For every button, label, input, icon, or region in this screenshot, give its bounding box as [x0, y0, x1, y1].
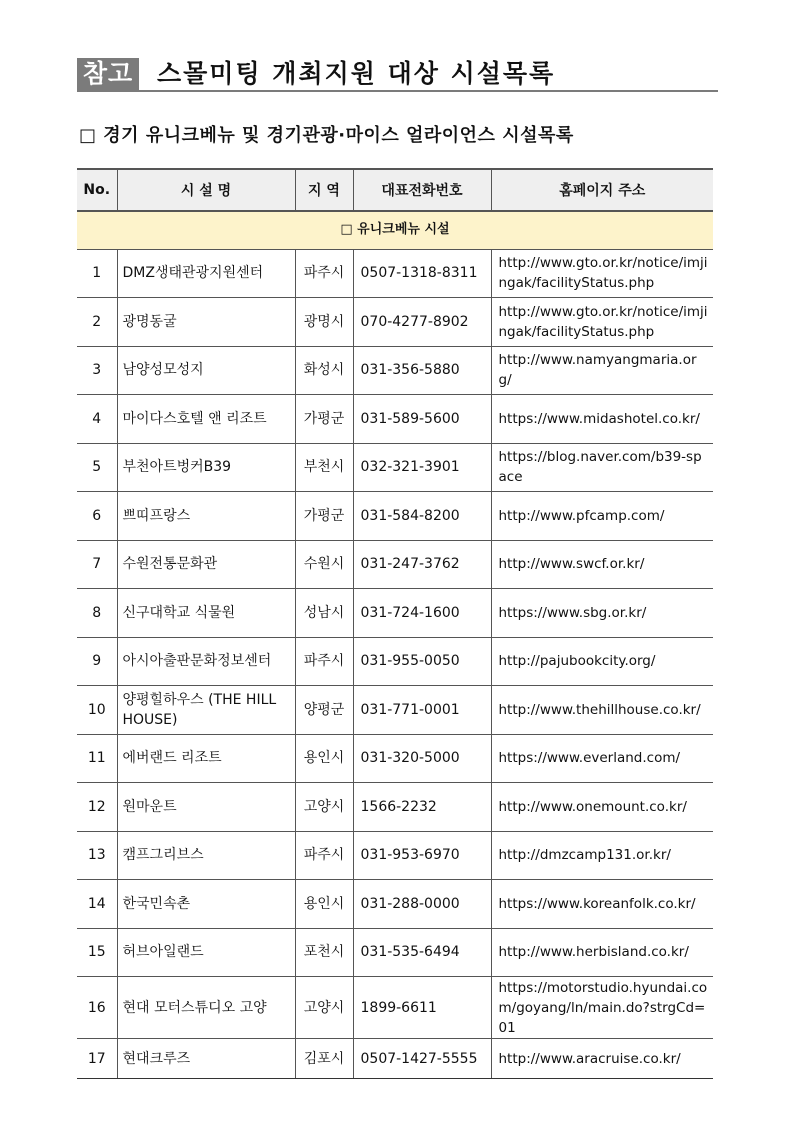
region-cell: 화성시: [295, 346, 353, 395]
facility-name: 광명동굴: [117, 298, 295, 347]
facility-name: 원마운트: [117, 783, 295, 832]
row-number: 16: [77, 977, 117, 1039]
header-no: No.: [77, 169, 117, 211]
facility-name: 허브아일랜드: [117, 928, 295, 977]
facility-table: [77, 168, 713, 1079]
region-cell: 포천시: [295, 928, 353, 977]
facility-name: DMZ생태관광지원센터: [117, 249, 295, 298]
homepage-url[interactable]: https://www.midashotel.co.kr/: [491, 395, 713, 444]
region-cell: 파주시: [295, 831, 353, 880]
phone-number: 1566-2232: [353, 783, 491, 832]
region-cell: 광명시: [295, 298, 353, 347]
facility-name: 양평힐하우스 (THE HILL HOUSE): [117, 686, 295, 735]
facility-name: 에버랜드 리조트: [117, 734, 295, 783]
phone-number: 1899-6611: [353, 977, 491, 1039]
homepage-url[interactable]: http://dmzcamp131.or.kr/: [491, 831, 713, 880]
row-number: 4: [77, 395, 117, 444]
table-row: [77, 540, 713, 589]
facility-name: 한국민속촌: [117, 880, 295, 929]
phone-number: 031-589-5600: [353, 395, 491, 444]
phone-number: 031-724-1600: [353, 589, 491, 638]
region-cell: 양평군: [295, 686, 353, 735]
region-cell: 가평군: [295, 395, 353, 444]
header-region: 지 역: [295, 169, 353, 211]
row-number: 7: [77, 540, 117, 589]
facility-name: 현대크루즈: [117, 1039, 295, 1079]
region-cell: 가평군: [295, 492, 353, 541]
table-header-row: [77, 169, 713, 211]
phone-number: 031-288-0000: [353, 880, 491, 929]
table-row: [77, 346, 713, 395]
facility-name: 아시아출판문화정보센터: [117, 637, 295, 686]
facility-name: 캠프그리브스: [117, 831, 295, 880]
homepage-url[interactable]: https://blog.naver.com/b39-space: [491, 443, 713, 492]
facility-name: 신구대학교 식물원: [117, 589, 295, 638]
table-row: [77, 831, 713, 880]
homepage-url[interactable]: https://motorstudio.hyundai.com/goyang/ln/main.do?strgCd=01: [491, 977, 713, 1039]
region-cell: 고양시: [295, 977, 353, 1039]
homepage-url[interactable]: http://www.herbisland.co.kr/: [491, 928, 713, 977]
homepage-url[interactable]: http://www.onemount.co.kr/: [491, 783, 713, 832]
row-number: 2: [77, 298, 117, 347]
homepage-url[interactable]: http://www.gto.or.kr/notice/imjingak/facilityStatus.php: [491, 249, 713, 298]
homepage-url[interactable]: https://www.everland.com/: [491, 734, 713, 783]
phone-number: 032-321-3901: [353, 443, 491, 492]
region-cell: 용인시: [295, 880, 353, 929]
region-cell: 성남시: [295, 589, 353, 638]
homepage-url[interactable]: http://www.aracruise.co.kr/: [491, 1039, 713, 1079]
homepage-url[interactable]: http://pajubookcity.org/: [491, 637, 713, 686]
row-number: 5: [77, 443, 117, 492]
section-heading: □ 경기 유니크베뉴 및 경기관광·마이스 얼라이언스 시설목록: [79, 125, 574, 146]
page-title-bar: [77, 54, 718, 92]
table-row: [77, 734, 713, 783]
table-row: [77, 298, 713, 347]
page-title: 스몰미팅 개최지원 대상 시설목록: [157, 59, 556, 88]
region-cell: 용인시: [295, 734, 353, 783]
table-row: [77, 1039, 713, 1079]
facility-name: 남양성모성지: [117, 346, 295, 395]
phone-number: 031-584-8200: [353, 492, 491, 541]
row-number: 9: [77, 637, 117, 686]
row-number: 3: [77, 346, 117, 395]
region-cell: 부천시: [295, 443, 353, 492]
table-row: [77, 589, 713, 638]
region-cell: 파주시: [295, 637, 353, 686]
row-number: 11: [77, 734, 117, 783]
table-row: [77, 880, 713, 929]
phone-number: 070-4277-8902: [353, 298, 491, 347]
homepage-url[interactable]: http://www.namyangmaria.org/: [491, 346, 713, 395]
row-number: 6: [77, 492, 117, 541]
region-cell: 김포시: [295, 1039, 353, 1079]
header-facility-name: 시 설 명: [117, 169, 295, 211]
region-cell: 수원시: [295, 540, 353, 589]
table-row: [77, 249, 713, 298]
table-row: [77, 928, 713, 977]
row-number: 17: [77, 1039, 117, 1079]
row-number: 1: [77, 249, 117, 298]
phone-number: 031-320-5000: [353, 734, 491, 783]
phone-number: 031-356-5880: [353, 346, 491, 395]
header-phone: 대표전화번호: [353, 169, 491, 211]
title-badge: 참고: [77, 58, 139, 90]
row-number: 13: [77, 831, 117, 880]
homepage-url[interactable]: http://www.swcf.or.kr/: [491, 540, 713, 589]
phone-number: 0507-1318-8311: [353, 249, 491, 298]
phone-number: 031-955-0050: [353, 637, 491, 686]
homepage-url[interactable]: https://www.sbg.or.kr/: [491, 589, 713, 638]
group-label: □ 유니크베뉴 시설: [77, 211, 713, 249]
facility-name: 쁘띠프랑스: [117, 492, 295, 541]
phone-number: 031-953-6970: [353, 831, 491, 880]
phone-number: 031-771-0001: [353, 686, 491, 735]
homepage-url[interactable]: http://www.gto.or.kr/notice/imjingak/facilityStatus.php: [491, 298, 713, 347]
row-number: 14: [77, 880, 117, 929]
table-row: [77, 443, 713, 492]
row-number: 10: [77, 686, 117, 735]
region-cell: 고양시: [295, 783, 353, 832]
facility-name: 부천아트벙커B39: [117, 443, 295, 492]
row-number: 12: [77, 783, 117, 832]
homepage-url[interactable]: http://www.thehillhouse.co.kr/: [491, 686, 713, 735]
facility-name: 현대 모터스튜디오 고양: [117, 977, 295, 1039]
phone-number: 031-535-6494: [353, 928, 491, 977]
homepage-url[interactable]: http://www.pfcamp.com/: [491, 492, 713, 541]
region-cell: 파주시: [295, 249, 353, 298]
table-row: [77, 686, 713, 735]
row-number: 8: [77, 589, 117, 638]
table-row: [77, 492, 713, 541]
phone-number: 031-247-3762: [353, 540, 491, 589]
header-homepage: 홈페이지 주소: [491, 169, 713, 211]
table-row: [77, 395, 713, 444]
phone-number: 0507-1427-5555: [353, 1039, 491, 1079]
table-row: [77, 977, 713, 1039]
homepage-url[interactable]: https://www.koreanfolk.co.kr/: [491, 880, 713, 929]
table-row: [77, 637, 713, 686]
facility-name: 수원전통문화관: [117, 540, 295, 589]
facility-name: 마이다스호텔 앤 리조트: [117, 395, 295, 444]
table-row: [77, 783, 713, 832]
group-row: [77, 211, 713, 249]
row-number: 15: [77, 928, 117, 977]
